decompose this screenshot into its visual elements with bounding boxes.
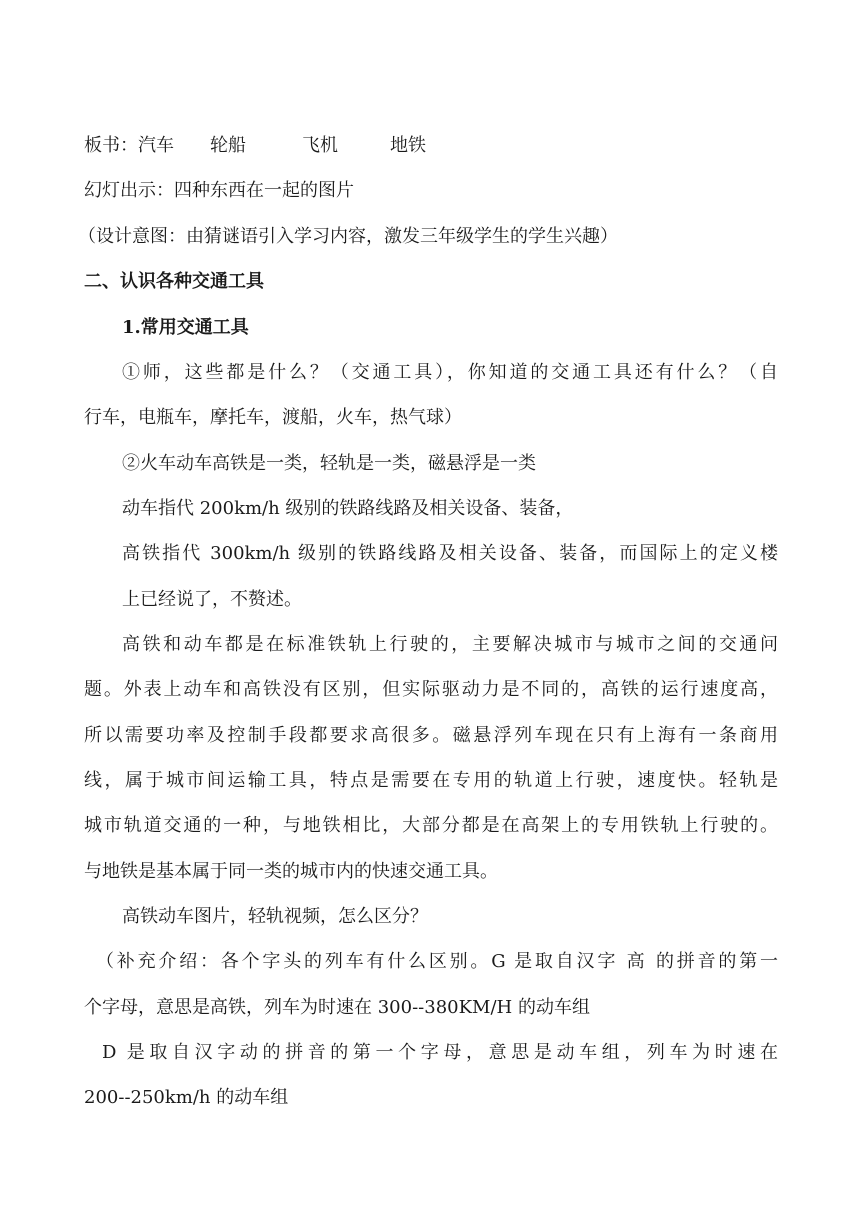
- board-item-car: 汽车: [138, 135, 174, 156]
- board-line: [84, 134, 784, 158]
- design-intent: （设计意图：由猜谜语引入学习内容，激发三年级学生的学生兴趣）: [78, 226, 618, 247]
- board-item-ship: 轮船: [210, 135, 246, 156]
- paragraph-5-line-6: 与地铁是基本属于同一类的城市内的快速交通工具。: [84, 861, 498, 882]
- paragraph-7-line-1: （补充介绍：各个字头的列车有什么区别。G 是取自汉字 高 的拼音的第一: [96, 951, 778, 972]
- paragraph-6: 高铁动车图片，轻轨视频，怎么区分？: [122, 906, 428, 927]
- paragraph-1-line-2: 行车，电瓶车，摩托车，渡船，火车，热气球）: [84, 407, 462, 428]
- paragraph-8-line-1: D 是取自汉字动的拼音的第一个字母，意思是动车组，列车为时速在: [102, 1042, 778, 1063]
- paragraph-8-line-2: 200--250km/h 的动车组: [84, 1087, 289, 1108]
- sub-heading: 1.常用交通工具: [122, 317, 249, 338]
- board-item-subway: 地铁: [390, 135, 426, 156]
- paragraph-4-line-2: 上已经说了，不赘述。: [122, 589, 302, 610]
- paragraph-5-line-5: 城市轨道交通的一种，与地铁相比，大部分都是在高架上的专用铁轨上行驶的。: [84, 815, 778, 836]
- paragraph-7-line-2: 个字母，意思是高铁，列车为时速在 300--380KM/H 的动车组: [84, 997, 590, 1018]
- paragraph-5-line-2: 题。外表上动车和高铁没有区别，但实际驱动力是不同的，高铁的运行速度高，: [84, 679, 778, 700]
- paragraph-2: ②火车动车高铁是一类，轻轨是一类，磁悬浮是一类: [122, 453, 536, 474]
- section-heading: 二、认识各种交通工具: [84, 271, 264, 292]
- paragraph-1-line-1: ①师，这些都是什么？（交通工具），你知道的交通工具还有什么？（自: [122, 362, 778, 383]
- paragraph-5-line-3: 所以需要功率及控制手段都要求高很多。磁悬浮列车现在只有上海有一条商用: [84, 725, 778, 746]
- paragraph-4-line-1: 高铁指代 300km/h 级别的铁路线路及相关设备、装备，而国际上的定义楼: [122, 543, 778, 564]
- paragraph-3: 动车指代 200km/h 级别的铁路线路及相关设备、装备，: [122, 498, 574, 519]
- paragraph-5-line-4: 线，属于城市间运输工具，特点是需要在专用的轨道上行驶，速度快。轻轨是: [84, 770, 778, 791]
- board-item-plane: 飞机: [302, 135, 338, 156]
- slide-line: 幻灯出示：四种东西在一起的图片: [84, 180, 354, 201]
- board-label: 板书：: [84, 135, 138, 156]
- paragraph-5-line-1: 高铁和动车都是在标准铁轨上行驶的，主要解决城市与城市之间的交通问: [122, 634, 778, 655]
